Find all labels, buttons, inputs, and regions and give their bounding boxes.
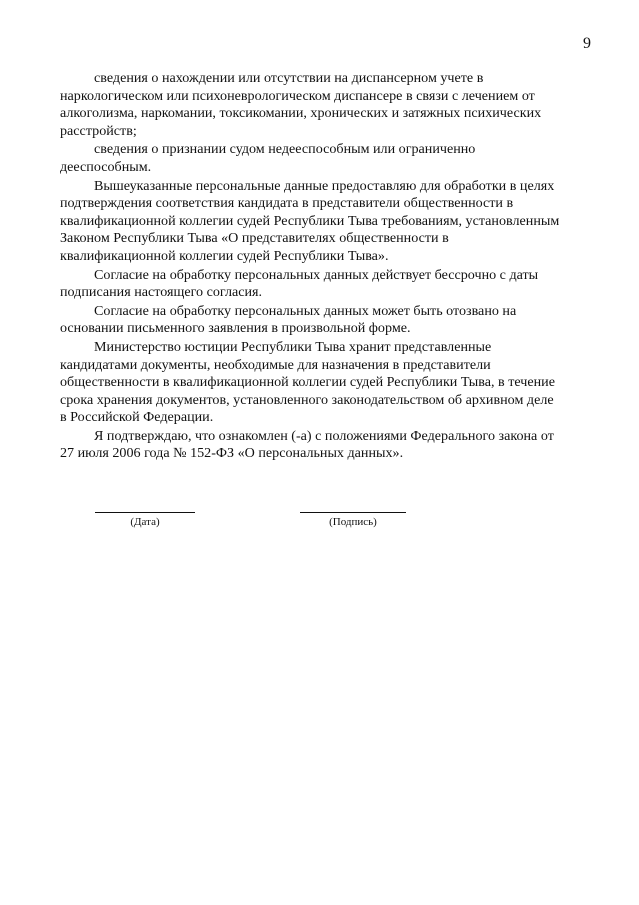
- page-number: 9: [583, 35, 591, 52]
- paragraph-consent-duration: Согласие на обработку персональных данных действует бессрочно с даты подписания настоящего согласия.: [60, 266, 539, 301]
- paragraph-consent-revocation: Согласие на обработку персональных данных может быть отозвано на основании письменного заявления в произвольной форме.: [60, 302, 517, 337]
- paragraph-acknowledgement: Я подтверждаю, что ознакомлен (-а) с положениями Федерального закона от 27 июля 2006 года № 152-ФЗ «О персональных данных».: [60, 427, 554, 462]
- date-line: [95, 512, 195, 513]
- paragraph-processing-purpose: Вышеуказанные персональные данные предоставляю для обработки в целях подтверждения соответствия кандидата в представители общественности в квалификационной коллегии судей Республики Тыва требованиям, установленным Законом Республики Тыва «О представителях общественности в квалификационной коллегии судей Республики Тыва».: [60, 177, 560, 264]
- paragraph-incapacity: сведения о признании судом недееспособным или ограниченно дееспособным.: [60, 141, 476, 175]
- date-field: [95, 512, 195, 529]
- signature-block: [0, 512, 639, 552]
- signature-field: [300, 512, 406, 529]
- date-label: (Дата): [130, 516, 160, 528]
- signature-line: [300, 512, 406, 513]
- document-body: [60, 70, 589, 464]
- paragraph-dispensary-registration: сведения о нахождении или отсутствии на диспансерном учете в наркологическом или психоневрологическом диспансере в связи с лечением от алкоголизма, наркомании, токсикомании, хронических и затяжных психических расстройств;: [60, 70, 542, 139]
- signature-label: (Подпись): [329, 516, 377, 528]
- paragraph-document-storage: Министерство юстиции Республики Тыва хранит представленные кандидатами документы, необходимые для назначения в представители общественности в квалификационной коллегии судей Республики Тыва, в течение срока хранения документов, установленного законодательством об архивном деле в Российской Федерации.: [60, 338, 555, 426]
